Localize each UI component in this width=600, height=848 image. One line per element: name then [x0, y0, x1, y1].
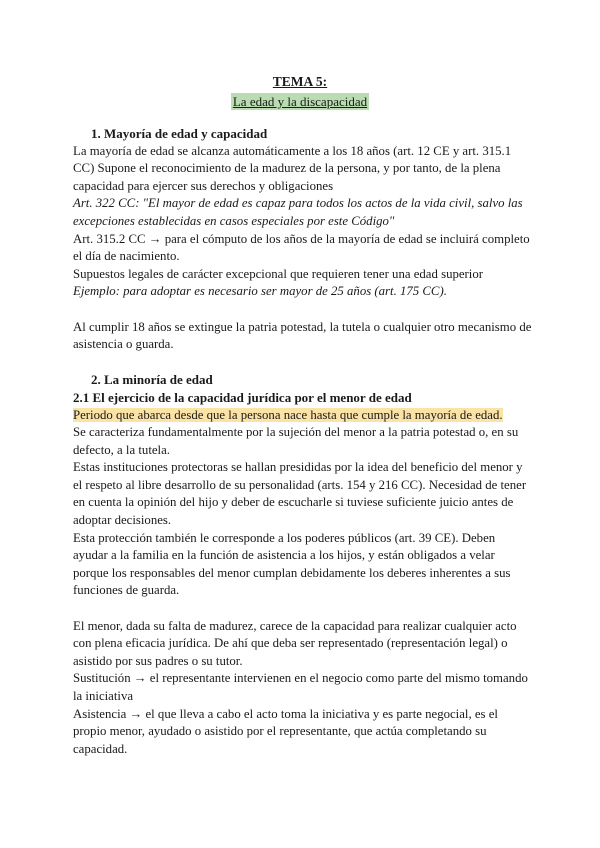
paragraph: El menor, dada su falta de madurez, carece de la capacidad para realizar cualquier acto con plena eficacia jurídica. De ahí que deba ser representado (representación legal) o asistido por sus padres o su tutor.: [73, 618, 517, 668]
subsection-2-1-heading: 2.1 El ejercicio de la capacidad jurídica por el menor de edad: [73, 389, 412, 405]
document-body: [73, 125, 533, 758]
paragraph: Asistencia → el que lleva a cabo el acto toma la iniciativa y es parte negocial, es el propio menor, ayudado o asistido por el representante, que actúa completando su capacidad.: [73, 706, 498, 756]
section-1-heading: 1. Mayoría de edad y capacidad: [91, 126, 268, 141]
paragraph: Art. 315.2 CC → para el cómputo de los años de la mayoría de edad se incluirá completo el día de nacimiento.: [73, 231, 530, 264]
legal-quote: Art. 322 CC: "El mayor de edad es capaz para todos los actos de la vida civil, salvo las excepciones establecidas en casos especiales por este Código": [73, 196, 523, 228]
paragraph: Supuestos legales de carácter excepcional que requieren tener una edad superior: [73, 266, 484, 281]
paragraph: Esta protección también le corresponde a los poderes públicos (art. 39 CE). Deben ayudar a la familia en la función de asistencia a los hijos, y están obligados a velar porque los responsables del menor cumplan debidamente los deberes inherentes a sus funciones de guarda.: [73, 530, 511, 598]
title-block: [0, 73, 600, 110]
highlighted-definition: Periodo que abarca desde que la persona nace hasta que cumple la mayoría de edad.: [73, 407, 503, 422]
section-2-heading: 2. La minoría de edad: [91, 372, 213, 388]
page-title: TEMA 5:: [272, 74, 328, 89]
paragraph: Se caracteriza fundamentalmente por la sujeción del menor a la patria potestad o, en su defecto, a la tutela.: [73, 425, 519, 457]
page-subtitle: La edad y la discapacidad: [232, 94, 368, 109]
paragraph: Sustitución → el representante intervienen en el negocio como parte del mismo tomando la iniciativa: [73, 671, 528, 703]
paragraph: Al cumplir 18 años se extingue la patria potestad, la tutela o cualquier otro mecanismo de asistencia o guarda.: [73, 319, 532, 352]
paragraph: La mayoría de edad se alcanza automáticamente a los 18 años (art. 12 CE y art. 315.1 CC) Supone el reconocimiento de la madurez de la persona, y por tanto, de la plena capacidad para ejercer sus derechos y obligaciones: [73, 143, 512, 193]
paragraph: Estas instituciones protectoras se hallan presididas por la idea del beneficio del menor y el respeto al libre desarrollo de su personalidad (arts. 154 y 216 CC). Necesidad de tener en cuenta la opinión del hijo y deber de escucharle si tuviese suficiente juicio antes de adoptar decisiones.: [73, 460, 527, 528]
example-text: Ejemplo: para adoptar es necesario ser mayor de 25 años (art. 175 CC).: [73, 284, 447, 299]
